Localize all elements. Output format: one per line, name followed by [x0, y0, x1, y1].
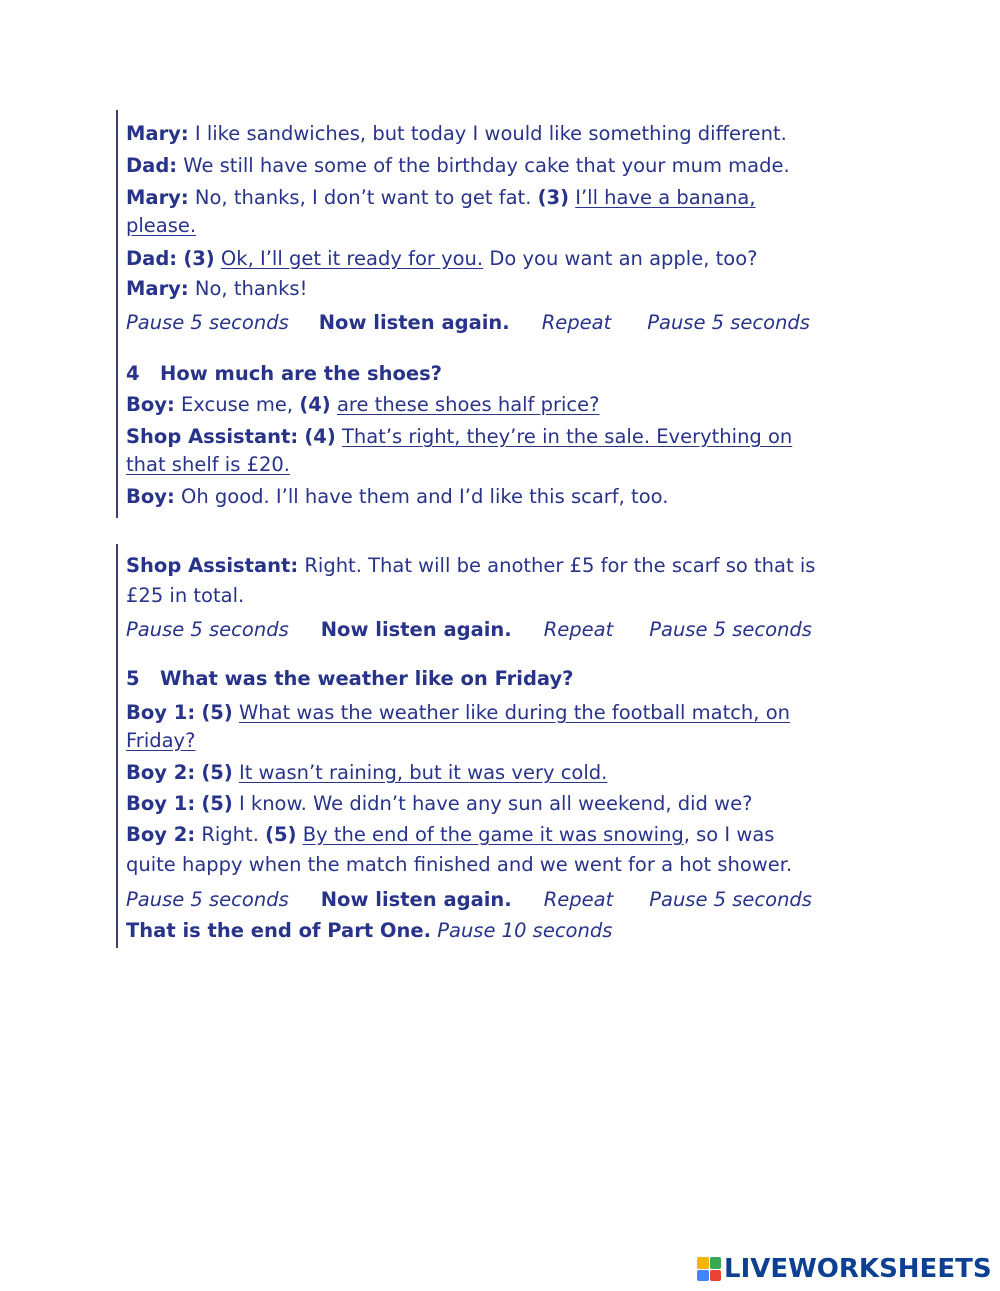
- dialogue-text: We still have some of the birthday cake that your mum made.: [177, 154, 790, 177]
- answer-number: (5): [265, 823, 297, 846]
- dialogue-line: [126, 554, 815, 578]
- dialogue-line: [126, 485, 668, 509]
- question-text: What was the weather like on Friday?: [160, 667, 574, 690]
- underlined-answer: Friday?: [126, 729, 196, 752]
- dialogue-line: [126, 823, 774, 847]
- liveworksheets-logo-icon: [697, 1257, 721, 1281]
- dialogue-text: I know. We didn’t have any sun all weekend, did we?: [232, 792, 753, 815]
- pause-text: Pause 5 seconds: [126, 311, 289, 334]
- pause-text: Pause 5 seconds: [126, 618, 289, 641]
- underlined-answer: By the end of the game it was snowing: [302, 823, 684, 846]
- pause-text: Pause 10 seconds: [437, 919, 613, 942]
- speaker: Boy 2:: [126, 761, 196, 784]
- dialogue-line: [126, 425, 792, 449]
- dialogue-line: [126, 122, 787, 146]
- repeat-text: Repeat: [541, 311, 612, 334]
- end-line: [126, 919, 612, 943]
- pause-text: Pause 5 seconds: [647, 311, 810, 334]
- dialogue-text: No, thanks!: [188, 277, 308, 300]
- answer-number: (3): [537, 186, 569, 209]
- dialogue-text: Right. That will be another £5 for the scarf so that is: [298, 554, 816, 577]
- underlined-answer: I’ll have a banana,: [575, 186, 756, 209]
- speaker: Shop Assistant:: [126, 554, 299, 577]
- pause-instructions: [126, 618, 812, 642]
- question-heading: [126, 362, 442, 386]
- dialogue-text: Right.: [195, 823, 266, 846]
- speaker: Boy:: [126, 485, 175, 508]
- dialogue-text: Excuse me,: [174, 393, 300, 416]
- speaker: Boy 1:: [126, 701, 196, 724]
- listen-again-text: Now listen again.: [318, 311, 510, 334]
- speaker: Mary:: [126, 122, 189, 145]
- dialogue-text: , so I was: [683, 823, 775, 846]
- underlined-answer: that shelf is £20.: [126, 453, 290, 476]
- dialogue-line: [126, 154, 790, 178]
- dialogue-line: [126, 277, 307, 301]
- pause-instructions: [126, 888, 812, 912]
- answer-number: (4): [299, 393, 331, 416]
- speaker: Mary:: [126, 277, 189, 300]
- dialogue-line-continued: [126, 584, 244, 608]
- dialogue-line-continued: [126, 453, 290, 477]
- answer-number: (4): [304, 425, 336, 448]
- answer-number: (5): [201, 761, 233, 784]
- end-text: That is the end of Part One.: [126, 919, 432, 942]
- dialogue-text: Do you want an apple, too?: [483, 247, 758, 270]
- pause-text: Pause 5 seconds: [126, 888, 289, 911]
- question-number: 5: [126, 667, 140, 690]
- answer-number: (3): [183, 247, 215, 270]
- speaker: Boy 2:: [126, 823, 196, 846]
- liveworksheets-logo: [697, 1256, 992, 1282]
- dialogue-text: I like sandwiches, but today I would like something different.: [188, 122, 787, 145]
- dialogue-line: [126, 792, 752, 816]
- logo-text: LIVEWORKSHEETS: [724, 1254, 992, 1284]
- transcript-excerpt-1: [116, 110, 882, 518]
- dialogue-line-continued: [126, 853, 792, 877]
- listen-again-text: Now listen again.: [320, 618, 512, 641]
- speaker: Boy:: [126, 393, 175, 416]
- dialogue-line: [126, 247, 757, 271]
- speaker: Dad:: [126, 154, 178, 177]
- underlined-answer: That’s right, they’re in the sale. Everything on: [341, 425, 793, 448]
- dialogue-line-continued: [126, 729, 195, 753]
- pause-text: Pause 5 seconds: [649, 888, 812, 911]
- transcript-excerpt-2: [116, 544, 882, 948]
- dialogue-line: [126, 761, 607, 785]
- underlined-answer: It wasn’t raining, but it was very cold.: [238, 761, 608, 784]
- pause-text: Pause 5 seconds: [649, 618, 812, 641]
- speaker: Shop Assistant:: [126, 425, 299, 448]
- answer-number: (5): [201, 792, 233, 815]
- listen-again-text: Now listen again.: [320, 888, 512, 911]
- speaker: Dad:: [126, 247, 178, 270]
- question-number: 4: [126, 362, 140, 385]
- dialogue-text: No, thanks, I don’t want to get fat.: [188, 186, 538, 209]
- speaker: Boy 1:: [126, 792, 196, 815]
- question-text: How much are the shoes?: [160, 362, 442, 385]
- dialogue-line: [126, 393, 600, 417]
- repeat-text: Repeat: [543, 618, 614, 641]
- question-heading: [126, 667, 574, 691]
- dialogue-text: Oh good. I’ll have them and I’d like this scarf, too.: [174, 485, 669, 508]
- underlined-answer: What was the weather like during the football match, on: [238, 701, 790, 724]
- dialogue-text: quite happy when the match finished and we went for a hot shower.: [126, 853, 793, 876]
- underlined-answer: Ok, I’ll get it ready for you.: [220, 247, 484, 270]
- dialogue-line: [126, 701, 790, 725]
- underlined-answer: are these shoes half price?: [336, 393, 600, 416]
- pause-instructions: [126, 311, 810, 335]
- underlined-answer: please.: [126, 214, 197, 237]
- dialogue-line-continued: [126, 214, 196, 238]
- speaker: Mary:: [126, 186, 189, 209]
- answer-number: (5): [201, 701, 233, 724]
- repeat-text: Repeat: [543, 888, 614, 911]
- dialogue-line: [126, 186, 756, 210]
- dialogue-text: £25 in total.: [126, 584, 245, 607]
